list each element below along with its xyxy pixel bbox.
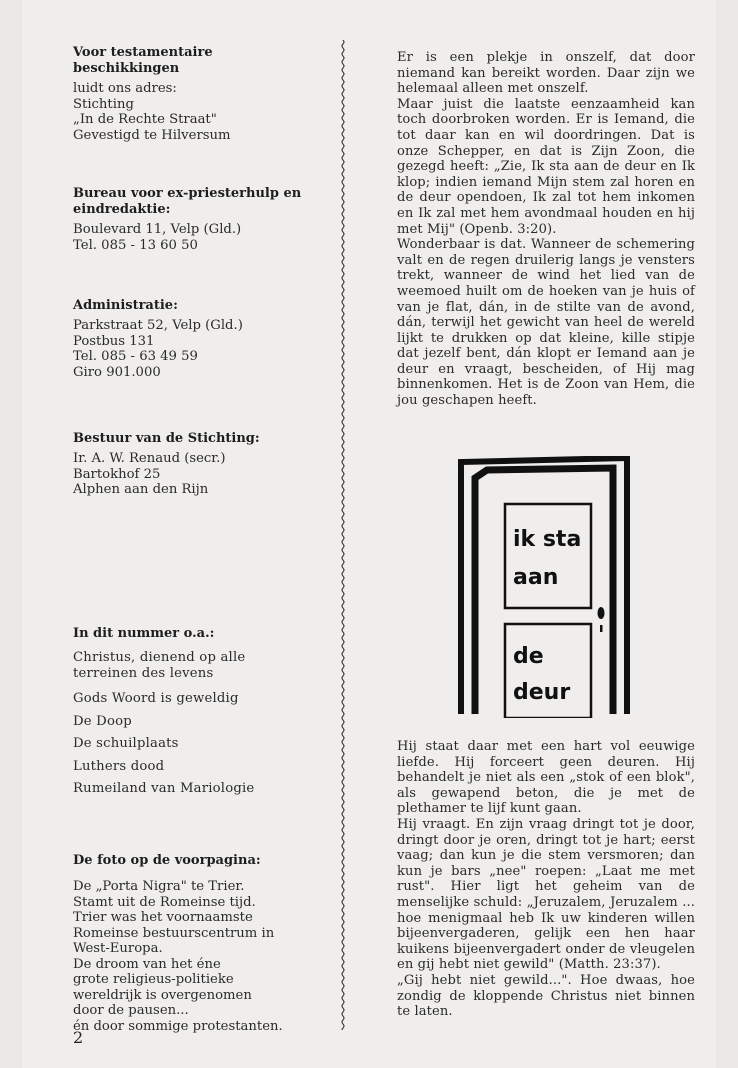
section-testament: [73, 45, 323, 143]
door-knob: [598, 607, 605, 619]
text-line: De „Porta Nigra" te Trier.: [73, 879, 245, 894]
text-line: Stichting: [73, 96, 134, 112]
column-divider: [341, 40, 345, 1030]
section-heading: Voor testamentaire beschikkingen: [73, 45, 213, 76]
page-number: 2: [73, 1028, 84, 1047]
toc-item: Gods Woord is geweldig: [73, 691, 239, 706]
door-text: ik sta: [513, 527, 582, 552]
section-heading: De foto op de voorpagina:: [73, 853, 261, 868]
text-line: Trier was het voornaamste: [73, 910, 253, 925]
section-bureau: [73, 186, 323, 253]
text-line: Postbus 131: [73, 333, 155, 349]
article-paragraph: Wonderbaar is dat. Wanneer de schemering valt en de regen druilerig langs je vensters trekt, wanneer de wind het lied van de weemoed huilt om de hoeken van je huis of van je flat, dán, in de stilte van de avond, dán, terwijl het gewicht van heel de wereld lijkt te drukken op dat kleine, kille stipje dat jezelf bent, dán klopt er Iemand aan je deur en vraagt, bescheiden, of Hij mag binnenkomen. Het is de Zoon van Hem, die jou geschapen heeft.: [397, 237, 695, 409]
section-heading: Bestuur van de Stichting:: [73, 431, 260, 446]
text-line: Gevestigd te Hilversum: [73, 127, 231, 143]
text-line: Tel. 085 - 13 60 50: [73, 237, 198, 253]
text-line: Bartokhof 25: [73, 466, 161, 482]
section-heading: Bureau voor ex-priesterhulp en eindredaktie:: [73, 186, 302, 217]
toc-item: De schuilplaats: [73, 736, 179, 752]
toc-item: Christus, dienend op alle terreinen des levens: [73, 650, 246, 681]
text-line: Giro 901.000: [73, 364, 161, 380]
text-line: West-Europa.: [73, 941, 163, 956]
text-line: Alphen aan den Rijn: [73, 482, 209, 497]
text-line: én door sommige protestanten.: [73, 1018, 283, 1034]
door-text: deur: [513, 680, 571, 705]
section-in-dit-nummer: [73, 626, 323, 801]
right-column-bottom: [397, 739, 695, 1020]
text-line: Tel. 085 - 63 49 59: [73, 349, 198, 364]
text-line: Ir. A. W. Renaud (secr.): [73, 451, 226, 466]
right-column-top: [397, 50, 695, 409]
article-paragraph: Hij staat daar met een hart vol eeuwige liefde. Hij forceert geen deuren. Hij behandelt je niet als een „stok of een blok", als gewapend beton, die je met de plethamer te lijf kunt gaan.: [397, 739, 695, 817]
text-line: wereldrijk is overgenomen: [73, 987, 252, 1003]
toc-item: Rumeiland van Mariologie: [73, 781, 255, 797]
text-line: luidt ons adres:: [73, 81, 177, 96]
door-text: de: [513, 644, 544, 669]
text-line: „In de Rechte Straat": [73, 112, 217, 127]
text-line: Romeinse bestuurscentrum in: [73, 925, 275, 941]
text-line: Boulevard 11, Velp (Gld.): [73, 222, 242, 237]
section-heading: In dit nummer o.a.:: [73, 626, 215, 641]
section-heading: Administratie:: [73, 298, 178, 313]
article-paragraph: Maar juist die laatste eenzaamheid kan toch doorbroken worden. Er is Iemand, die tot daar kan en wil doordringen. Dat is onze Schepper, en dat is Zijn Zoon, die gezegd heeft: „Zie, Ik sta aan de deur en Ik klop; indien iemand Mijn stem zal horen en de deur opendoen, Ik zal tot hem inkomen en Ik zal met hem avondmaal houden en hij met Mij" (Openb. 3:20).: [397, 96, 695, 237]
toc-item: Luthers dood: [73, 758, 165, 774]
article-paragraph: Hij vraagt. En zijn vraag dringt tot je door, dringt door je oren, dringt tot je hart; eerst vaag; dan kun je die stem versmoren; dan kun je bars „nee" roepen: „Laat me met rust". Hier ligt het geheim van de menselijke schuld: „Jeruzalem, Jeruzalem ... hoe menigmaal heb Ik uw kinderen willen bijeenvergaderen, gelijk een hen haar kuikens bijeenvergadert onder de vleugelen en gij hebt niet gewild" (Matth. 23:37).: [397, 816, 695, 973]
door-text: aan: [513, 565, 559, 590]
text-line: grote religieus-politieke: [73, 972, 234, 987]
keyhole: [600, 625, 603, 632]
section-administratie: [73, 298, 323, 380]
text-line: De droom van het éne: [73, 956, 221, 972]
section-foto: [73, 853, 323, 1034]
toc-item: De Doop: [73, 713, 132, 729]
article-paragraph: Er is een plekje in onszelf, dat door niemand kan bereikt worden. Daar zijn we helemaal alleen met onszelf.: [397, 50, 695, 97]
door-illustration: [455, 456, 635, 718]
text-line: Stamt uit de Romeinse tijd.: [73, 894, 256, 910]
section-bestuur: [73, 431, 323, 498]
article-paragraph: „Gij hebt niet gewild...". Hoe dwaas, hoe zondig de kloppende Christus niet binnen te laten.: [397, 972, 695, 1020]
text-line: door de pausen...: [73, 1003, 189, 1018]
upper-door-panel: [505, 504, 591, 608]
text-line: Parkstraat 52, Velp (Gld.): [73, 318, 243, 333]
